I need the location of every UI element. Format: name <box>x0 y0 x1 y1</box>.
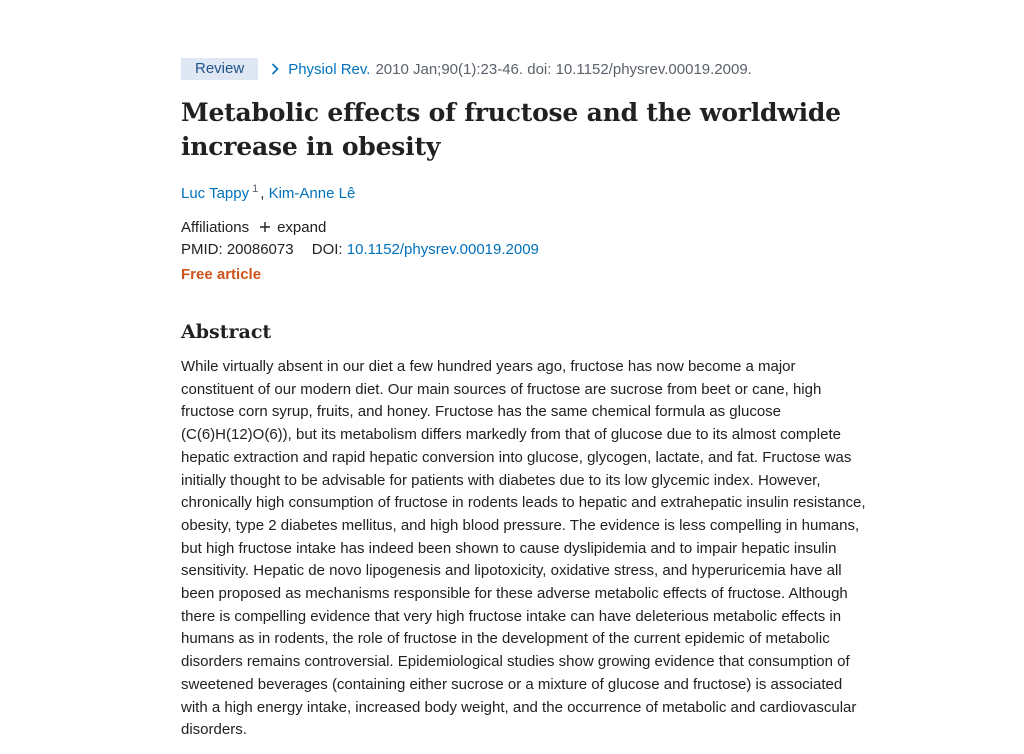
expand-label: expand <box>277 218 327 236</box>
author-link[interactable]: Luc Tappy <box>181 185 250 202</box>
affiliations-label: Affiliations <box>181 218 250 236</box>
article-page <box>181 58 871 742</box>
review-badge: Review <box>181 58 258 80</box>
pmid-label: PMID: <box>181 241 223 258</box>
identifiers-row <box>181 241 871 263</box>
article-title: Metabolic effects of fructose and the worldwide increase in obesity <box>181 98 841 161</box>
author-link[interactable]: Kim-Anne Lê <box>268 185 356 202</box>
citation-bar <box>181 58 871 80</box>
abstract-text: While virtually absent in our diet a few hundred years ago, fructose has now become a major constituent of our modern diet. Our main sources of fructose are sucrose from beet or cane, high fructose corn syrup, fruits, and honey. Fructose has the same chemical formula as glucose (C(6)H(12)O(6)), but its metabolism differs markedly from that of glucose due to its almost complete hepatic extraction and rapid hepatic conversion into glucose, glycogen, lactate, and fat. Fructose was initially thought to be advisable for patients with diabetes due to its low glycemic index. However, chronically high consumption of fructose in rodents leads to hepatic and extrahepatic insulin resistance, obesity, type 2 diabetes mellitus, and high blood pressure. The evidence is less compelling in humans, but high fructose intake has indeed been shown to cause dyslipidemia and to impair hepatic insulin sensitivity. Hepatic de novo lipogenesis and lipotoxicity, oxidative stress, and hyperuricemia have all been proposed as mechanisms responsible for these adverse metabolic effects of fructose. Although there is compelling evidence that very high fructose intake can have deleterious metabolic effects in humans as in rodents, the role of fructose in the development of the current epidemic of metabolic disorders remains controversial. Epidemiological studies show growing evidence that consumption of sweetened beverages (containing either sucrose or a mixture of glucose and fructose) is associated with a high energy intake, increased body weight, and the occurrence of metabolic and cardiovascular disorders. <box>181 358 866 739</box>
abstract-heading: Abstract <box>181 321 272 343</box>
doi-label: DOI: <box>311 241 343 258</box>
journal-link[interactable]: Physiol Rev. <box>288 60 371 78</box>
doi-link[interactable]: 10.1152/physrev.00019.2009 <box>346 241 539 258</box>
affiliations-row <box>181 216 871 238</box>
author-separator: , <box>260 185 265 202</box>
citation-details: 2010 Jan;90(1):23-46. doi: 10.1152/physrev.00019.2009. <box>375 60 752 78</box>
author-list <box>181 183 871 205</box>
free-article-label: Free article <box>181 266 262 283</box>
pmid-value: 20086073 <box>226 241 294 258</box>
chevron-right-icon <box>268 62 282 76</box>
affiliation-number[interactable]: 1 <box>252 183 259 195</box>
expand-affiliations-button[interactable] <box>259 219 326 236</box>
plus-icon <box>259 221 271 233</box>
